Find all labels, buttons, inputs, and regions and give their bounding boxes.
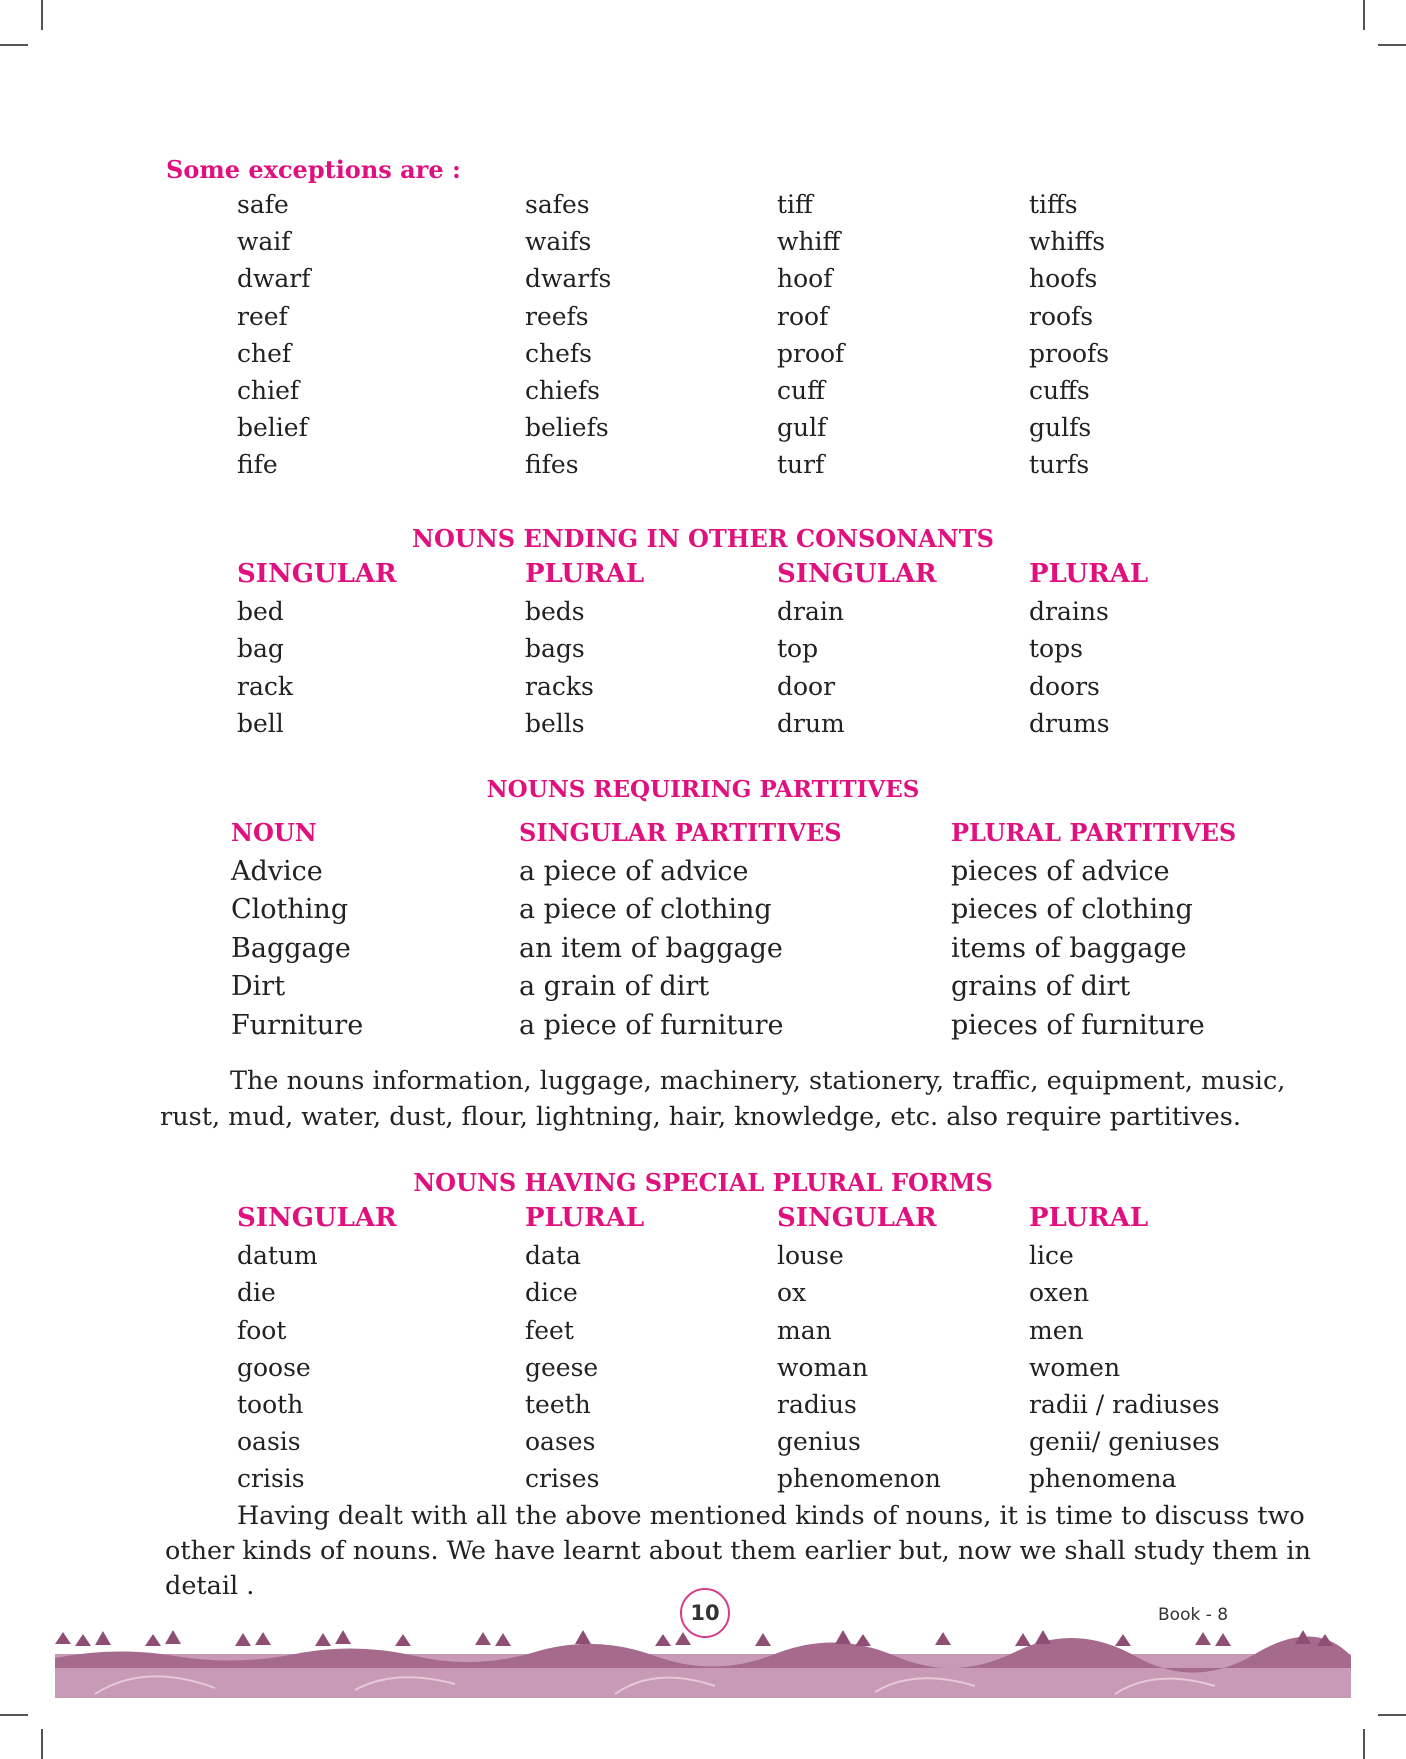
table-cell: Baggage	[231, 932, 351, 964]
table-cell: dwarf	[237, 264, 311, 294]
crop-mark	[41, 1729, 43, 1759]
table-cell: women	[1029, 1352, 1121, 1382]
table-cell: bags	[525, 634, 585, 664]
partitive-row	[231, 853, 1236, 892]
table-cell: a piece of furniture	[519, 1009, 784, 1041]
table-cell: whiff	[777, 227, 841, 257]
table-cell: bag	[237, 634, 284, 664]
exception-row	[237, 335, 1109, 372]
column-header: SINGULAR	[777, 559, 937, 589]
table-cell: dice	[525, 1278, 578, 1308]
consonant-row	[237, 630, 1148, 667]
table-cell: hoof	[777, 264, 833, 294]
table-cell: lice	[1029, 1241, 1074, 1271]
column-header: SINGULAR	[777, 1203, 937, 1233]
table-cell: bed	[237, 597, 284, 627]
exception-row	[237, 409, 1109, 446]
table-cell: safe	[237, 190, 289, 219]
table-cell: louse	[777, 1241, 844, 1271]
table-cell: drums	[1029, 708, 1110, 738]
table-cell: rack	[237, 671, 294, 701]
table-cell: radii / radiuses	[1029, 1390, 1220, 1420]
table-cell: drum	[777, 708, 845, 738]
table-cell: chief	[237, 376, 300, 406]
column-header: PLURAL	[1029, 559, 1149, 589]
table-cell: items of baggage	[951, 932, 1187, 964]
table-cell: proofs	[1029, 338, 1110, 368]
special-plural-row	[237, 1312, 1220, 1349]
partitive-row	[231, 1007, 1236, 1046]
exception-row	[237, 446, 1109, 483]
table-cell: beds	[525, 597, 585, 627]
partitives-note-line1: The nouns information, luggage, machinery, stationery, traffic, equipment, music,	[230, 1066, 1286, 1096]
column-header: PLURAL PARTITIVES	[951, 818, 1237, 847]
footer-landscape-decoration	[55, 1628, 1351, 1698]
table-cell: Advice	[231, 855, 323, 887]
special-table	[237, 1200, 1220, 1498]
table-cell: crises	[525, 1464, 600, 1494]
consonant-row	[237, 668, 1148, 705]
table-cell: Clothing	[231, 894, 349, 925]
table-header-row	[237, 1200, 1220, 1237]
table-cell: chef	[237, 338, 292, 368]
closing-line2: other kinds of nouns. We have learnt about them earlier but, now we shall study them in	[165, 1536, 1311, 1566]
closing-line3: detail .	[165, 1571, 255, 1601]
table-cell: reefs	[525, 301, 589, 331]
special-heading: NOUNS HAVING SPECIAL PLURAL FORMS	[413, 1168, 993, 1197]
table-cell: bell	[237, 708, 284, 738]
table-cell: data	[525, 1241, 581, 1271]
table-cell: woman	[777, 1352, 869, 1382]
table-cell: genii/ geniuses	[1029, 1427, 1220, 1457]
table-header-row	[237, 556, 1148, 593]
closing-line1: Having dealt with all the above mentioned kinds of nouns, it is time to discuss two	[237, 1501, 1305, 1531]
table-cell: crisis	[237, 1464, 305, 1494]
table-cell: pieces of furniture	[951, 1009, 1205, 1041]
column-header: PLURAL	[525, 559, 645, 589]
partitives-heading: NOUNS REQUIRING PARTITIVES	[486, 776, 920, 803]
table-cell: drains	[1029, 597, 1109, 627]
table-cell: roof	[777, 301, 829, 331]
table-cell: pieces of clothing	[951, 894, 1193, 925]
exception-row	[237, 223, 1109, 260]
table-cell: radius	[777, 1390, 857, 1420]
crop-mark	[1363, 1729, 1365, 1759]
table-cell: racks	[525, 671, 594, 701]
table-cell: waifs	[525, 227, 592, 257]
table-cell: phenomena	[1029, 1464, 1177, 1494]
table-cell: pieces of advice	[951, 855, 1170, 887]
table-cell: feet	[525, 1315, 574, 1345]
consonants-table	[237, 556, 1148, 742]
table-cell: phenomenon	[777, 1464, 941, 1494]
table-cell: oases	[525, 1427, 596, 1457]
table-cell: chefs	[525, 338, 592, 368]
book-label: Book - 8	[1158, 1605, 1229, 1625]
table-cell: a piece of clothing	[519, 894, 772, 925]
table-cell: genius	[777, 1427, 861, 1457]
special-plural-row	[237, 1386, 1220, 1423]
table-cell: tiff	[777, 190, 813, 219]
table-cell: tooth	[237, 1390, 304, 1420]
table-header-row	[231, 814, 1236, 853]
table-cell: a piece of advice	[519, 855, 749, 887]
table-cell: drain	[777, 597, 844, 627]
table-cell: safes	[525, 190, 590, 219]
table-cell: die	[237, 1278, 276, 1308]
table-cell: tops	[1029, 634, 1083, 664]
table-cell: foot	[237, 1315, 287, 1345]
table-cell: waif	[237, 227, 291, 257]
column-header: PLURAL	[525, 1203, 645, 1233]
table-cell: belief	[237, 413, 308, 443]
table-cell: bells	[525, 708, 585, 738]
special-plural-row	[237, 1274, 1220, 1311]
page-number: 10	[680, 1588, 730, 1638]
table-cell: cuffs	[1029, 376, 1090, 406]
exceptions-title: Some exceptions are :	[166, 155, 461, 184]
crop-mark	[1363, 0, 1365, 30]
table-cell: goose	[237, 1352, 311, 1382]
column-header: NOUN	[231, 818, 317, 847]
table-cell: proof	[777, 338, 845, 368]
special-plural-row	[237, 1349, 1220, 1386]
table-cell: fife	[237, 450, 278, 480]
crop-mark	[0, 1714, 28, 1716]
table-cell: gulfs	[1029, 413, 1092, 443]
partitive-row	[231, 891, 1236, 930]
special-plural-row	[237, 1237, 1220, 1274]
table-cell: cuff	[777, 376, 825, 406]
table-cell: roofs	[1029, 301, 1094, 331]
table-cell: an item of baggage	[519, 932, 783, 964]
consonant-row	[237, 705, 1148, 742]
crop-mark	[1378, 44, 1406, 46]
table-cell: door	[777, 671, 836, 701]
table-cell: gulf	[777, 413, 827, 443]
exception-row	[237, 260, 1109, 297]
consonant-row	[237, 593, 1148, 630]
column-header: SINGULAR PARTITIVES	[519, 818, 842, 847]
special-plural-row	[237, 1423, 1220, 1460]
table-cell: teeth	[525, 1390, 591, 1420]
table-cell: turf	[777, 450, 825, 480]
crop-mark	[41, 0, 43, 30]
table-cell: a grain of dirt	[519, 971, 710, 1002]
column-header: PLURAL	[1029, 1203, 1149, 1233]
partitive-row	[231, 930, 1236, 969]
table-cell: doors	[1029, 671, 1100, 701]
exception-row	[237, 186, 1109, 223]
table-cell: geese	[525, 1352, 599, 1382]
table-cell: Furniture	[231, 1009, 364, 1041]
consonants-heading: NOUNS ENDING IN OTHER CONSONANTS	[412, 524, 994, 553]
exceptions-table	[237, 186, 1109, 484]
table-cell: man	[777, 1315, 832, 1345]
table-cell: grains of dirt	[951, 971, 1131, 1002]
crop-mark	[0, 44, 28, 46]
table-cell: tiffs	[1029, 190, 1078, 219]
column-header: SINGULAR	[237, 1203, 397, 1233]
exception-row	[237, 372, 1109, 409]
special-plural-row	[237, 1460, 1220, 1497]
table-cell: Dirt	[231, 971, 286, 1002]
table-cell: hoofs	[1029, 264, 1098, 294]
partitive-row	[231, 968, 1236, 1007]
table-cell: reef	[237, 301, 288, 331]
exception-row	[237, 298, 1109, 335]
partitives-note-line2: rust, mud, water, dust, flour, lightning, hair, knowledge, etc. also require partitives.	[160, 1102, 1241, 1132]
table-cell: turfs	[1029, 450, 1090, 480]
column-header: SINGULAR	[237, 559, 397, 589]
table-cell: chiefs	[525, 376, 600, 406]
table-cell: datum	[237, 1241, 318, 1271]
table-cell: beliefs	[525, 413, 609, 443]
crop-mark	[1378, 1714, 1406, 1716]
table-cell: fifes	[525, 450, 579, 480]
table-cell: oxen	[1029, 1278, 1090, 1308]
table-cell: ox	[777, 1278, 807, 1308]
partitives-table	[231, 814, 1236, 1045]
table-cell: oasis	[237, 1427, 301, 1457]
table-cell: top	[777, 634, 819, 664]
table-cell: dwarfs	[525, 264, 612, 294]
table-cell: men	[1029, 1315, 1084, 1345]
table-cell: whiffs	[1029, 227, 1106, 257]
